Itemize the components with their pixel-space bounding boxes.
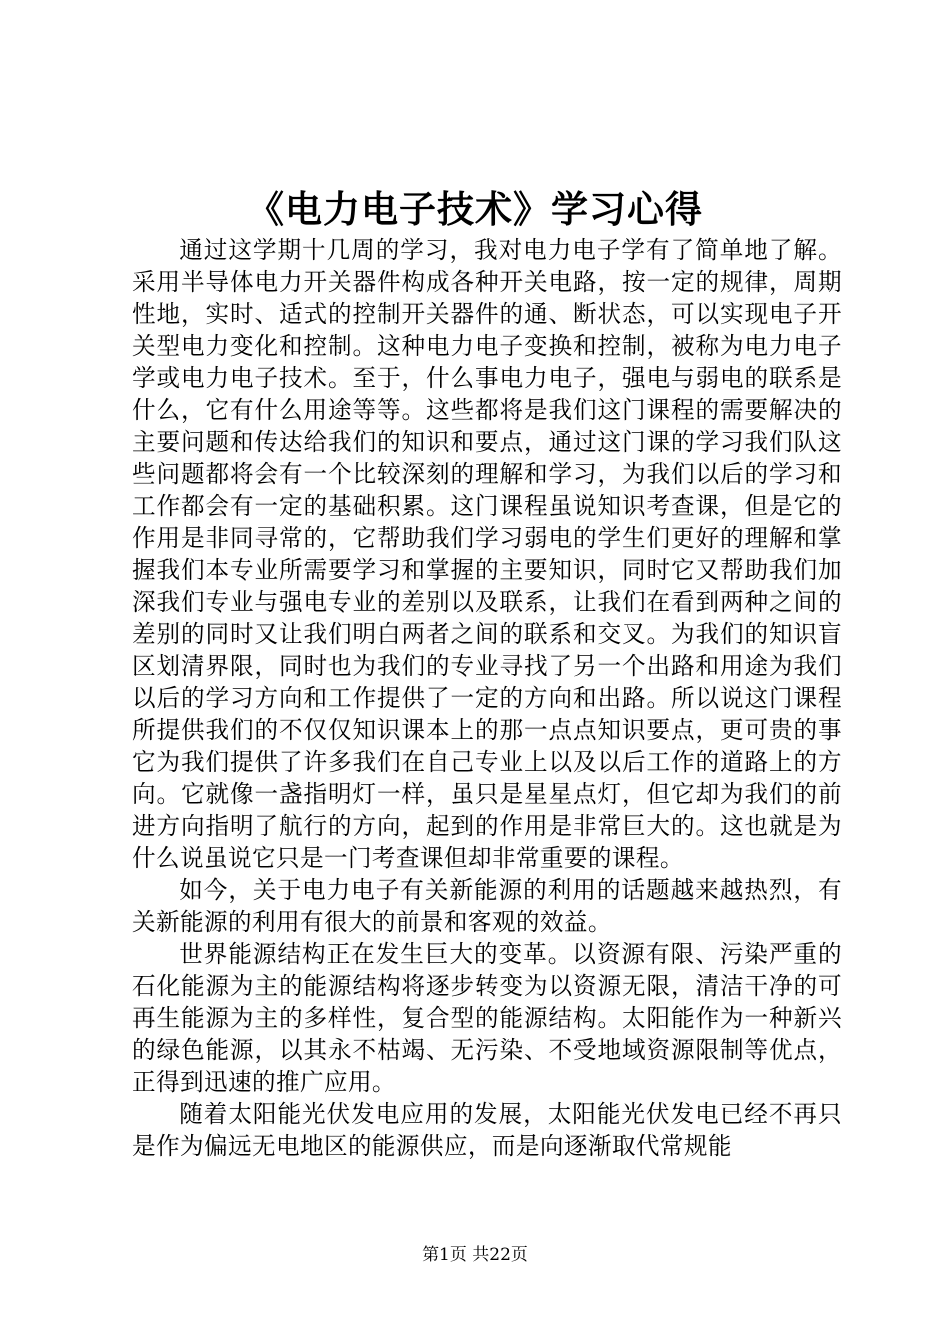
document-body [132,234,842,1162]
page-number-footer: 第1页 共22页 [422,1245,528,1265]
paragraph-4: 随着太阳能光伏发电应用的发展，太阳能光伏发电已经不再只是作为偏远无电地区的能源供应，而是向逐渐取代常规能 [132,1100,842,1160]
paragraph-2: 如今，关于电力电子有关新能源的利用的话题越来越热烈，有关新能源的利用有很大的前景和客观的效益。 [132,876,842,936]
document-title: 《电力电子技术》学习心得 [247,188,703,231]
paragraph-1: 通过这学期十几周的学习，我对电力电子学有了简单地了解。采用半导体电力开关器件构成各种开关电路，按一定的规律，周期性地，实时、适式的控制开关器件的通、断状态，可以实现电子开关型电力变化和控制。这种电力电子变换和控制，被称为电力电子学或电力电子技术。至于，什么事电力电子，强电与弱电的联系是什么，它有什么用途等等。这些都将是我们这门课程的需要解决的主要问题和传达给我们的知识和要点，通过这门课的学习我们队这些问题都将会有一个比较深刻的理解和学习，为我们以后的学习和工作都会有一定的基础积累。这门课程虽说知识考查课，但是它的作用是非同寻常的，它帮助我们学习弱电的学生们更好的理解和掌握我们本专业所需要学习和掌握的主要知识，同时它又帮助我们加深我们专业与强电专业的差别以及联系，让我们在看到两种之间的差别的同时又让我们明白两者之间的联系和交叉。为我们的知识盲区划清界限，同时也为我们的专业寻找了另一个出路和用途为我们以后的学习方向和工作提供了一定的方向和出路。所以说这门课程所提供我们的不仅仅知识课本上的那一点点知识要点，更可贵的事它为我们提供了许多我们在自己专业上以及以后工作的道路上的方向。它就像一盏指明灯一样，虽只是星星点灯，但它却为我们的前进方向指明了航行的方向，起到的作用是非常巨大的。这也就是为什么说虽说它只是一门考查课但却非常重要的课程。 [132,236,842,872]
paragraph-3: 世界能源结构正在发生巨大的变革。以资源有限、污染严重的石化能源为主的能源结构将逐步转变为以资源无限，清洁干净的可再生能源为主的多样性，复合型的能源结构。太阳能作为一种新兴的绿色能源，以其永不枯竭、无污染、不受地域资源限制等优点，正得到迅速的推广应用。 [132,940,842,1096]
